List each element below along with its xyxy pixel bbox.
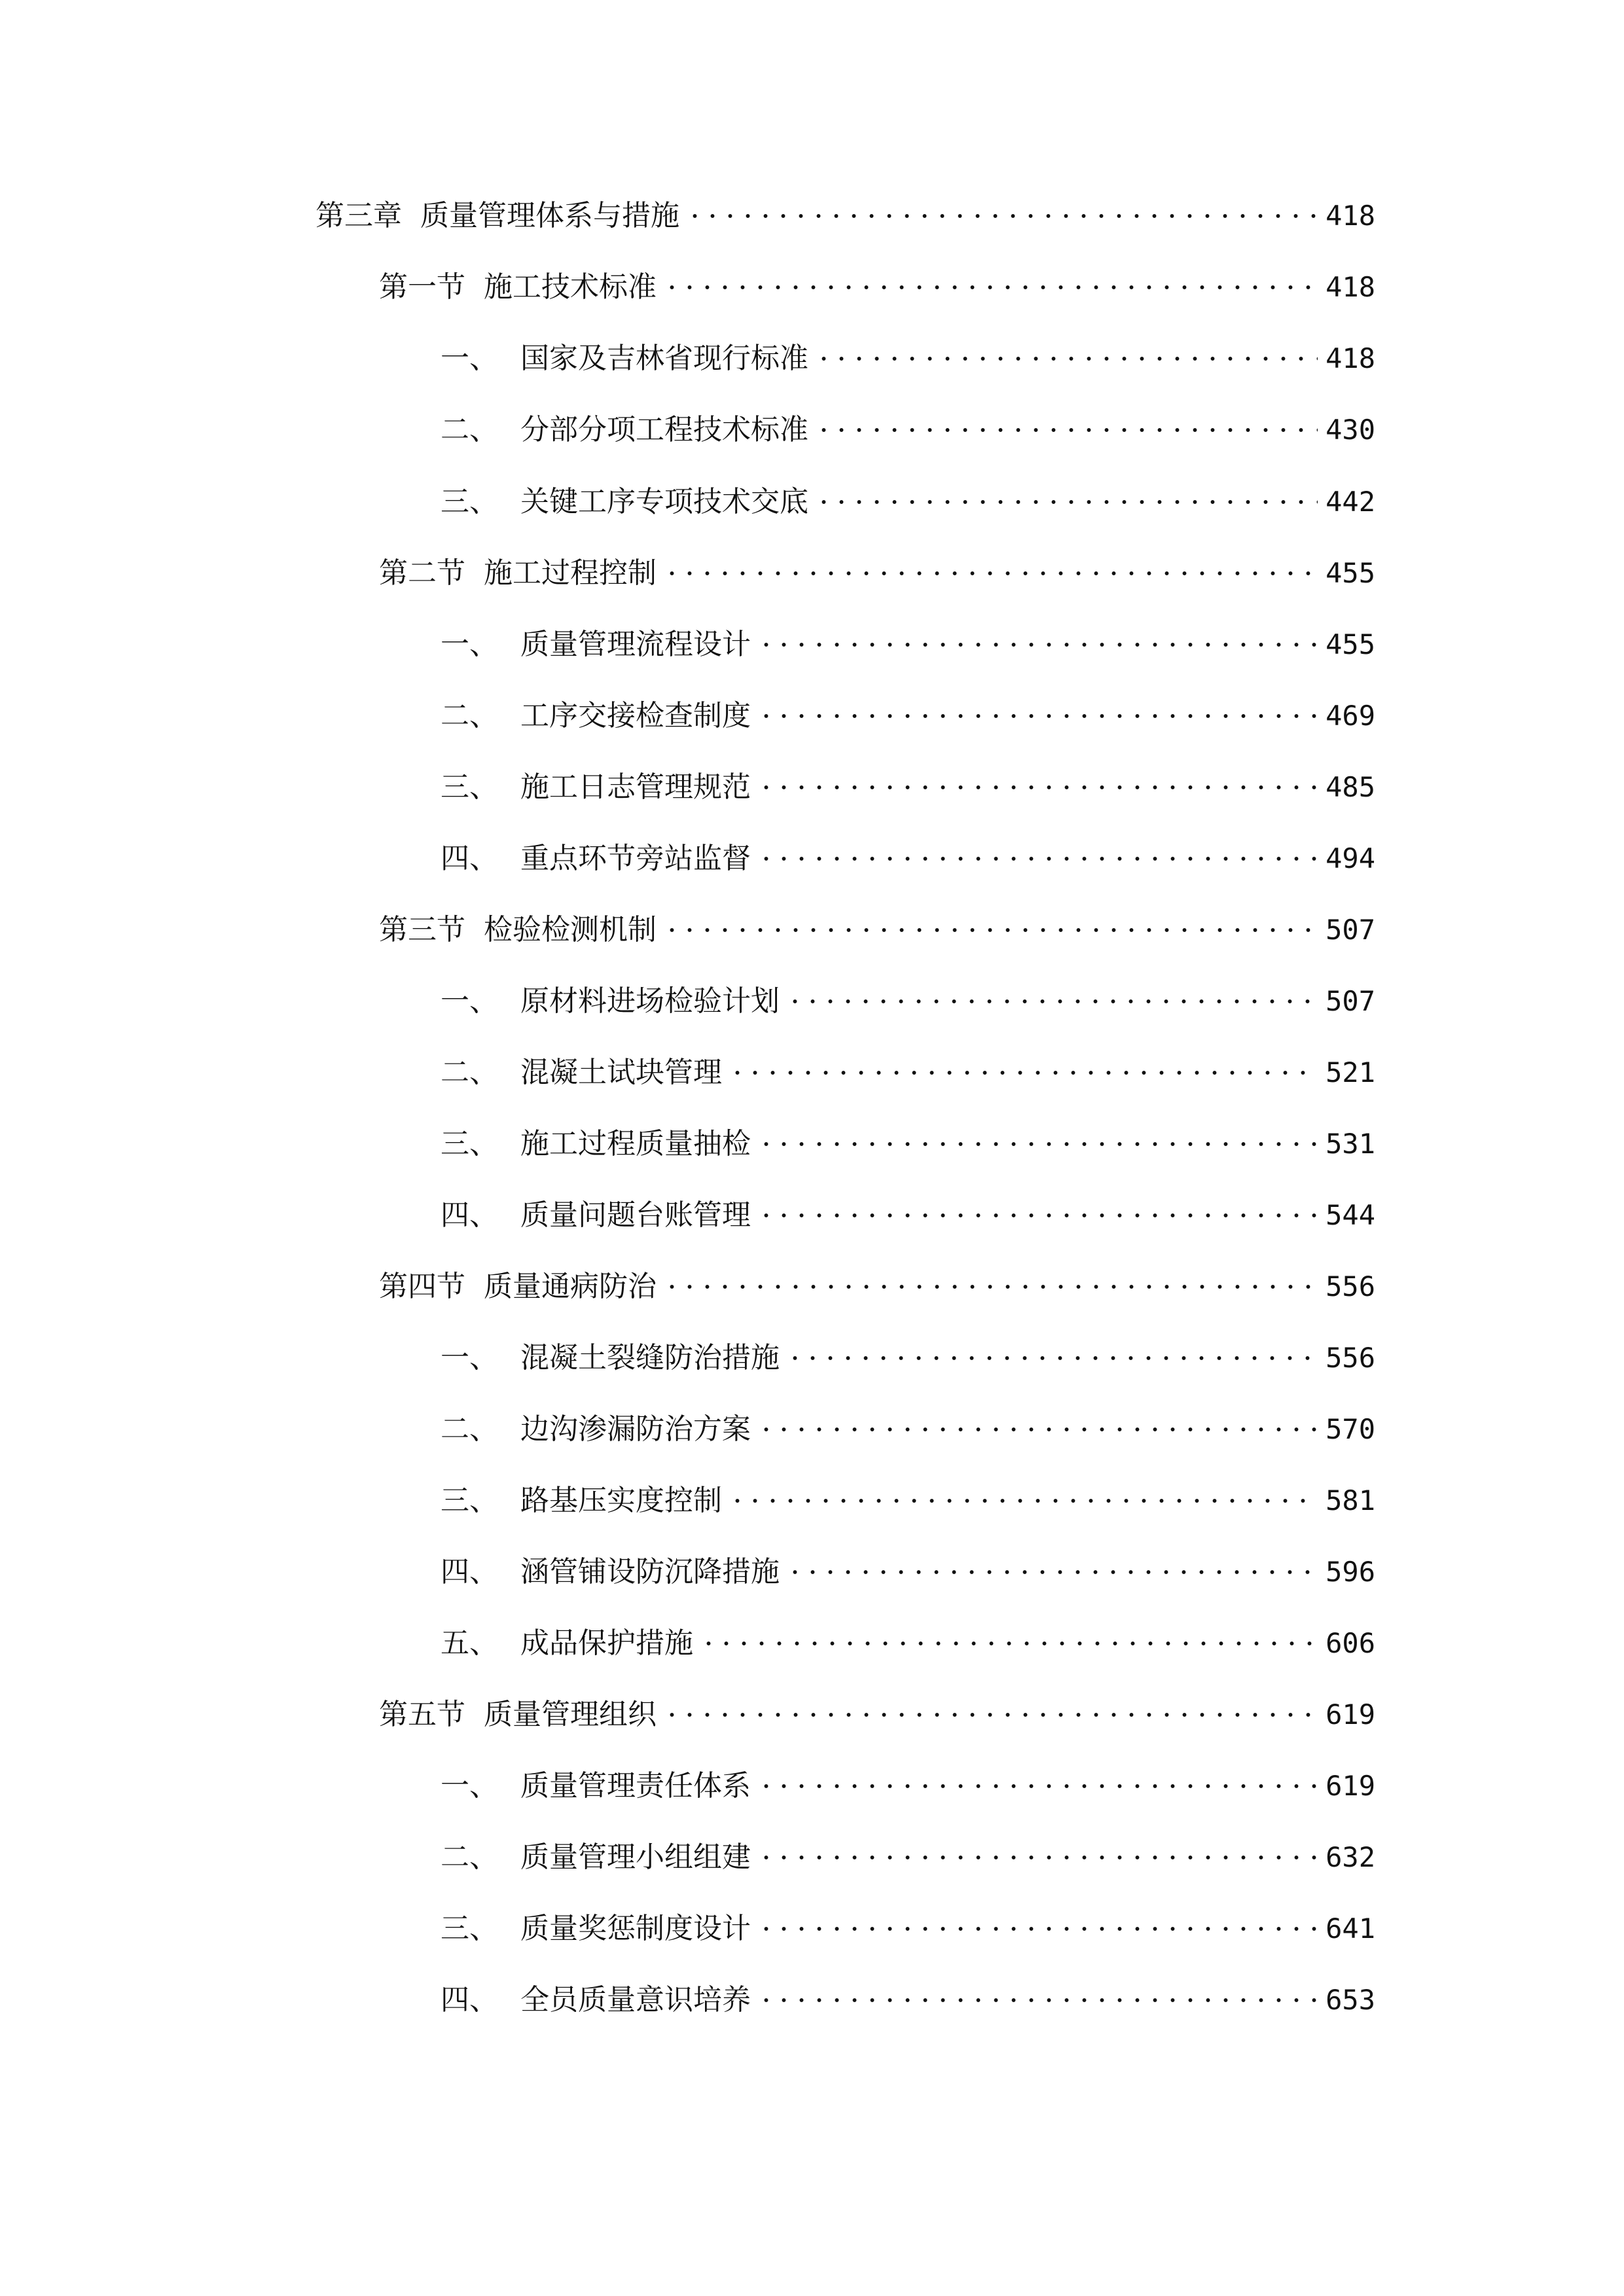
toc-entry-section[interactable] <box>376 261 1375 314</box>
toc-entry-item[interactable] <box>441 1760 1375 1812</box>
toc-label: 一、 <box>441 1341 498 1374</box>
toc-entry-item[interactable] <box>441 1974 1375 2026</box>
toc-title: 混凝土裂缝防治措施 <box>520 1341 780 1374</box>
toc-page-number: 494 <box>1326 842 1375 874</box>
toc-entry-item[interactable] <box>441 404 1375 456</box>
toc-page-number: 442 <box>1326 486 1375 518</box>
dot-leader <box>663 1689 1318 1741</box>
dot-leader <box>786 975 1318 1028</box>
toc-label: 五、 <box>441 1626 498 1660</box>
toc-page-number: 596 <box>1326 1556 1375 1588</box>
toc-label: 三、 <box>441 485 498 518</box>
dot-leader <box>663 547 1318 600</box>
toc-label: 一、 <box>441 1769 498 1803</box>
toc-page-number: 507 <box>1326 914 1375 946</box>
toc-page-number: 531 <box>1326 1128 1375 1160</box>
dot-leader <box>757 1403 1318 1456</box>
dot-leader <box>757 690 1318 742</box>
toc-entry-item[interactable] <box>441 1903 1375 1955</box>
toc-title: 涵管铺设防沉降措施 <box>520 1555 780 1588</box>
toc-page-number: 418 <box>1326 342 1375 374</box>
toc-title: 质量通病防治 <box>483 1270 657 1303</box>
toc-title: 质量管理小组组建 <box>520 1840 751 1874</box>
toc-label: 二、 <box>441 1840 498 1874</box>
toc-label: 第三章 <box>316 199 402 232</box>
toc-entry-item[interactable] <box>441 690 1375 742</box>
toc-page-number: 455 <box>1326 628 1375 660</box>
toc-title: 原材料进场检验计划 <box>520 984 780 1018</box>
toc-entry-item[interactable] <box>441 476 1375 528</box>
toc-page-number: 544 <box>1326 1199 1375 1231</box>
dot-leader <box>700 1617 1318 1670</box>
toc-entry-item[interactable] <box>441 332 1375 385</box>
toc-title: 工序交接检查制度 <box>520 699 751 732</box>
dot-leader <box>757 1118 1318 1170</box>
toc-title: 质量管理体系与措施 <box>420 199 679 232</box>
toc-entry-item[interactable] <box>441 1403 1375 1456</box>
toc-label: 四、 <box>441 1198 498 1232</box>
toc-label: 第二节 <box>379 556 465 590</box>
toc-page-number: 418 <box>1326 271 1375 303</box>
toc-page-number: 521 <box>1326 1056 1375 1088</box>
toc-title: 关键工序专项技术交底 <box>520 485 808 518</box>
toc-page-number: 485 <box>1326 771 1375 803</box>
dot-leader <box>757 1903 1318 1955</box>
toc-page-number: 556 <box>1326 1270 1375 1302</box>
toc-title: 混凝土试块管理 <box>520 1056 722 1089</box>
dot-leader <box>815 404 1318 456</box>
toc-title: 质量管理责任体系 <box>520 1769 751 1803</box>
toc-entry-section[interactable] <box>376 547 1375 600</box>
dot-leader <box>815 476 1318 528</box>
dot-leader <box>786 1546 1318 1598</box>
toc-title: 成品保护措施 <box>520 1626 693 1660</box>
dot-leader <box>729 1047 1318 1099</box>
toc-label: 四、 <box>441 1983 498 2017</box>
toc-label: 一、 <box>441 628 498 661</box>
toc-entry-item[interactable] <box>441 1047 1375 1099</box>
toc-page-number: 507 <box>1326 985 1375 1017</box>
toc-title: 分部分项工程技术标准 <box>520 413 808 446</box>
dot-leader <box>757 1760 1318 1812</box>
toc-page-number: 619 <box>1326 1698 1375 1731</box>
toc-label: 第一节 <box>379 270 465 304</box>
toc-label: 二、 <box>441 1412 498 1446</box>
toc-page-number: 581 <box>1326 1484 1375 1516</box>
dot-leader <box>757 1974 1318 2026</box>
toc-entry-item[interactable] <box>441 1831 1375 1884</box>
toc-label: 二、 <box>441 1056 498 1089</box>
toc-title: 施工过程控制 <box>483 556 657 590</box>
toc-entry-section[interactable] <box>376 1261 1375 1313</box>
toc-title: 质量管理流程设计 <box>520 628 751 661</box>
toc-label: 二、 <box>441 413 498 446</box>
toc-title: 路基压实度控制 <box>520 1484 722 1517</box>
toc-entry-item[interactable] <box>441 1617 1375 1670</box>
toc-page-number: 606 <box>1326 1627 1375 1659</box>
toc-label: 一、 <box>441 984 498 1018</box>
toc-title: 重点环节旁站监督 <box>520 842 751 875</box>
toc-label: 三、 <box>441 1912 498 1945</box>
toc-title: 国家及吉林省现行标准 <box>520 342 808 375</box>
dot-leader <box>757 1831 1318 1884</box>
toc-page-number: 641 <box>1326 1912 1375 1945</box>
toc-entry-item[interactable] <box>441 1332 1375 1384</box>
toc-label: 三、 <box>441 1484 498 1517</box>
toc-title: 施工日志管理规范 <box>520 770 751 804</box>
toc-entry-item[interactable] <box>441 1475 1375 1527</box>
toc-title: 全员质量意识培养 <box>520 1983 751 2017</box>
toc-label: 三、 <box>441 770 498 804</box>
toc-title: 施工技术标准 <box>483 270 657 304</box>
toc-page-number: 632 <box>1326 1841 1375 1873</box>
toc-entry-chapter[interactable] <box>313 190 1375 242</box>
toc-entry-item[interactable] <box>441 761 1375 814</box>
toc-entry-item[interactable] <box>441 975 1375 1028</box>
dot-leader <box>757 833 1318 885</box>
toc-page-number: 418 <box>1326 200 1375 232</box>
toc-label: 四、 <box>441 1555 498 1588</box>
toc-page-number: 619 <box>1326 1770 1375 1802</box>
dot-leader <box>757 1189 1318 1242</box>
toc-entry-section[interactable] <box>376 1689 1375 1741</box>
toc-page-number: 570 <box>1326 1413 1375 1445</box>
toc-page-number: 556 <box>1326 1342 1375 1374</box>
dot-leader <box>815 332 1318 385</box>
toc-page-number: 469 <box>1326 700 1375 732</box>
toc-title: 施工过程质量抽检 <box>520 1127 751 1160</box>
dot-leader <box>729 1475 1318 1527</box>
toc-label: 第四节 <box>379 1270 465 1303</box>
toc-label: 一、 <box>441 342 498 375</box>
toc-label: 第三节 <box>379 913 465 946</box>
toc-label: 四、 <box>441 842 498 875</box>
toc-entry-item[interactable] <box>441 1118 1375 1170</box>
toc-title: 质量问题台账管理 <box>520 1198 751 1232</box>
toc-title: 边沟渗漏防治方案 <box>520 1412 751 1446</box>
toc-entry-section[interactable] <box>376 904 1375 956</box>
toc-label: 二、 <box>441 699 498 732</box>
dot-leader <box>663 1261 1318 1313</box>
toc-entry-item[interactable] <box>441 833 1375 885</box>
toc-label: 三、 <box>441 1127 498 1160</box>
toc-page-number: 430 <box>1326 414 1375 446</box>
toc-label: 第五节 <box>379 1698 465 1731</box>
toc-title: 检验检测机制 <box>483 913 657 946</box>
dot-leader <box>786 1332 1318 1384</box>
toc-entry-item[interactable] <box>441 1189 1375 1242</box>
dot-leader <box>757 761 1318 814</box>
dot-leader <box>757 619 1318 671</box>
toc-title: 质量奖惩制度设计 <box>520 1912 751 1945</box>
dot-leader <box>663 261 1318 314</box>
toc-entry-item[interactable] <box>441 619 1375 671</box>
toc-title: 质量管理组织 <box>483 1698 657 1731</box>
dot-leader <box>686 190 1318 242</box>
toc-page-number: 653 <box>1326 1984 1375 2016</box>
toc-entry-item[interactable] <box>441 1546 1375 1598</box>
toc-page-number: 455 <box>1326 557 1375 589</box>
dot-leader <box>663 904 1318 956</box>
